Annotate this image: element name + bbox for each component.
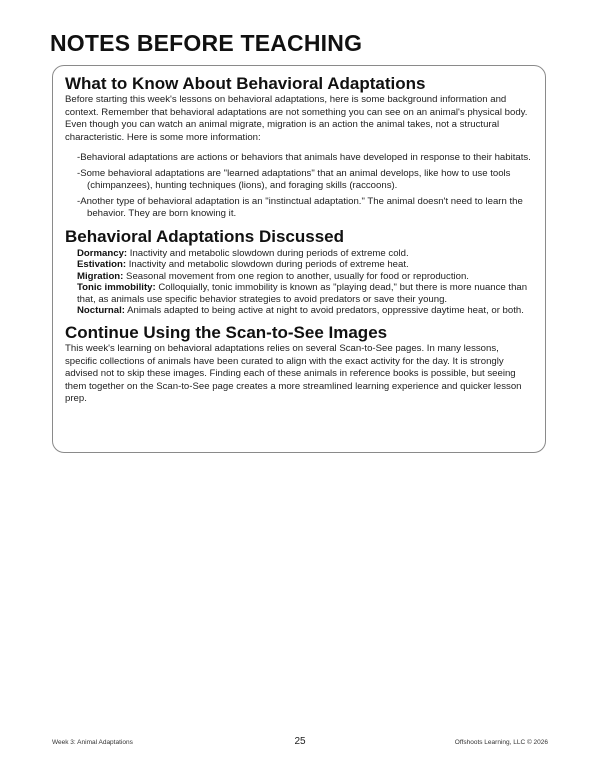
definition-estivation — [77, 259, 533, 271]
definition-text: Inactivity and metabolic slowdown during periods of extreme heat. — [126, 259, 409, 271]
term: Nocturnal: — [77, 305, 125, 317]
definition-text: Colloquially, tonic immobility is known as "playing dead," but there is more nuance than that, as animals use specific behavior strategies to avoid predators or save their young. — [77, 282, 528, 305]
list-item: -Another type of behavioral adaptation is an "instinctual adaptation." The animal doesn't need to learn the behavior. They are born knowing it. — [77, 195, 523, 219]
intro-paragraph: Before starting this week's lessons on behavioral adaptations, here is some background information and context. Remember that behavioral adaptations are not something you can see on an animal's physical body. Even though you can watch an animal migrate, migration is an action the animal takes, not a structural characteristic. Here is some more information: — [65, 94, 528, 143]
section-heading-scan-to-see: Continue Using the Scan-to-See Images — [65, 323, 388, 343]
list-item: -Behavioral adaptations are actions or behaviors that animals have developed in response to their habitats. — [77, 152, 531, 163]
definition-nocturnal — [77, 305, 533, 317]
footer-copyright: Offshoots Learning, LLC © 2026 — [454, 739, 548, 746]
notes-card — [52, 65, 546, 453]
page-number: 25 — [294, 736, 306, 747]
notes-list — [65, 152, 533, 221]
definition-text: Inactivity and metabolic slowdown during periods of extreme cold. — [127, 247, 409, 259]
section-heading-what-to-know: What to Know About Behavioral Adaptations — [65, 74, 426, 93]
definition-tonic-immobility — [77, 282, 533, 305]
term: Estivation: — [77, 259, 127, 271]
list-item: -Some behavioral adaptations are "learned adaptations" that an animal develops, like how to use tools (chimpanzees), hunting techniques (lions), and foraging skills (raccoons). — [77, 167, 511, 191]
scan-to-see-paragraph: This week's learning on behavioral adaptations relies on several Scan-to-See pages. In many lessons, specific collections of animals have been curated to align with the exact activity for the day. It is strongly advised not to skip these images. Finding each of these animals in reference books is possible, but seeing them together on the Scan-to-See page creates a more streamlined learning experience and quicker lesson prep. — [65, 343, 522, 405]
term: Tonic immobility: — [77, 282, 156, 294]
footer-week-label: Week 3: Animal Adaptations — [52, 739, 133, 746]
section-heading-discussed: Behavioral Adaptations Discussed — [65, 226, 345, 246]
page-title: NOTES BEFORE TEACHING — [50, 30, 363, 56]
term: Dormancy: — [77, 247, 128, 259]
definition-migration — [77, 271, 533, 283]
term: Migration: — [77, 270, 124, 282]
definition-dormancy — [77, 248, 533, 260]
definition-text: Animals adapted to being active at night to avoid predators, oppressive daytime heat, or both. — [124, 305, 524, 317]
definition-text: Seasonal movement from one region to another, usually for food or reproduction. — [123, 270, 469, 282]
definitions-list — [65, 248, 533, 318]
